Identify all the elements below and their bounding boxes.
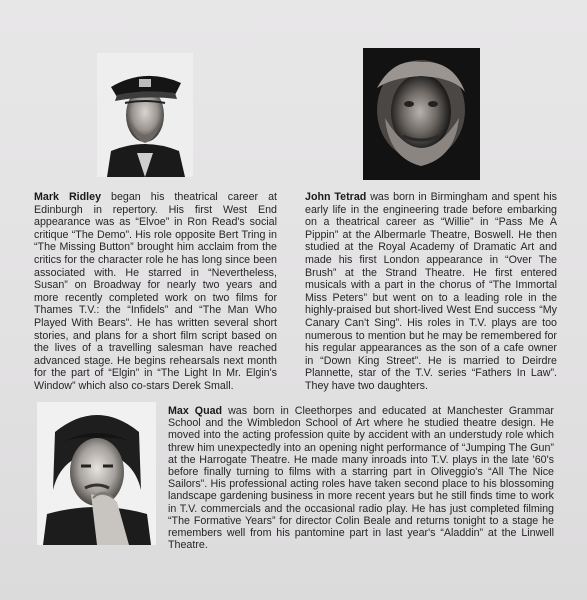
bio-john-tetrad <box>305 191 557 393</box>
portrait-mark-ridley <box>97 53 193 177</box>
actor-name: John Tetrad <box>305 191 367 203</box>
bio-text: was born in Cleethorpes and educated at Manchester Grammar School and the Wimbledon School of Art where he studied theatre design. He moved into the acting profession quite by accident with an understudy role which threw him unexpectedly into an opening night performance of “Jumping The Gun” at the Harrogate Theatre. He made many inroads into T.V. plays in the late '60's before finally turning to films with a starring part in Oliveggio's “All The Nice Sailors”. His professional acting roles have taken second place to his blossoming landscape gardening business in more recent years but he still finds time to work in T.V. commercials and the occasional radio play. He has just completed filming “The Formative Years” for director Colin Beale and returns tonight to a stage he remembers well from his pantomine part in last year's “Aladdin” at the Linwell Theatre. <box>168 405 554 552</box>
actor-name: Max Quad <box>168 405 223 417</box>
portrait-john-tetrad <box>363 48 480 180</box>
portrait-max-quad <box>37 402 156 545</box>
bio-mark-ridley <box>34 191 277 393</box>
bio-text: was born in Birmingham and spent his early life in the engineering trade before embarking on a theatrical career as “Willie” in “Pass Me A Pippin” at the Albermarle Theatre, Boswell. He then studied at the Royal Academy of Dramatic Art and made his first London appearance in “Over The Brush” at the Strand Theatre. He first entered musicals with a part in the chorus of “The Immortal Miss Peters” but went on to a leading role in the highly-praised but short-lived West End success “My Canary Can't Sing”. His roles in T.V. plays are too numerous to mention but he may be remembered for his regular appearances as the son of a cafe owner in “Down King Street”. He is married to Deirdre Plannette, star of the T.V. series “Fathers In Law”. They have two daughters. <box>305 191 558 392</box>
actor-name: Mark Ridley <box>34 191 102 203</box>
bio-text: began his theatrical career at Edinburgh in repertory. His first West End appearance was as “Elvoe” in Ron Read's social critique “The Demo”. His role opposite Bert Tring in “The Missing Button” brought him acclaim from the critics for the character role he has long since been associated with. He starred in “Nevertheless, Susan” on Broadway for nearly two years and more recently completed work on two films for Thames T.V.: the “Infidels” and “The Man Who Played With Bears”. He has written several short stories, and plans for a short film script based on the lives of a travelling salesman have reached advanced stage. He begins rehearsals next month for the part of “Elgin” in “The Light In Mr. Elgin's Window” which also co-stars Derek Small. <box>34 191 277 392</box>
bio-max-quad <box>168 405 554 551</box>
